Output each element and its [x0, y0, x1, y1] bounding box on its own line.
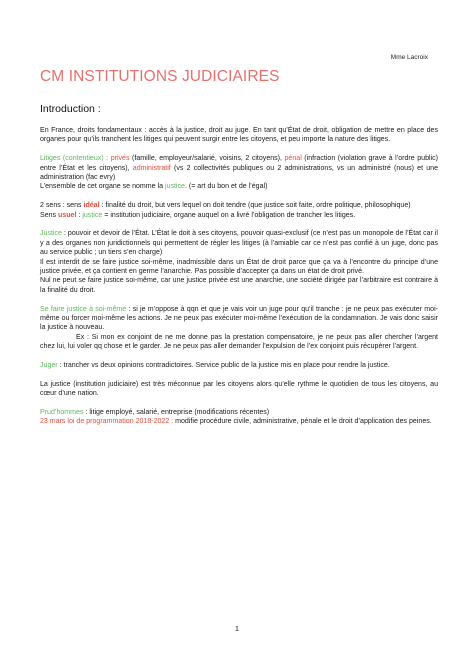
- paragraph-justice-soi-meme: Se faire justice à soi-même : si je m’oppose à qqn et que je vais voir un juge pour qu’il tranche : je ne peux pas exécuter moi-même ou forcer moi-même les actions. Je ne peux pas exécuter moi-même l’exécution de la condamnation. Je vais donc saisir la justice à nouveau. Ex : Si mon ex conjoint de ne me donne pas la prestation compensatoire, je ne peux pas aller chercher l’argent chez lui, lui voler qq chose et le garder. Je ne peux pas aller demander l’expulsion de l’ex conjoint puis récupérer l’argent.: [40, 305, 438, 351]
- term-prudhommes: Prud’hommes: [40, 409, 84, 417]
- document-body: [40, 103, 438, 436]
- term-litiges: Litiges (contentieux) :: [40, 155, 109, 163]
- term-administratif: administratif: [132, 164, 171, 172]
- term-justice-pouvoir: Justice: [40, 230, 62, 238]
- section-heading-introduction: Introduction :: [40, 103, 101, 115]
- term-usuel: usuel: [58, 211, 77, 219]
- page-number: 1: [234, 624, 240, 633]
- paragraph-justice-meconnue: La justice (institution judiciaire) est très méconnue par les citoyens alors qu’elle rythme le quotidien de tous les citoyens, au cœur d’une nation.: [40, 380, 438, 398]
- term-prives: privés: [110, 155, 130, 163]
- paragraph-deux-sens: 2 sens : sens idéal : finalité du droit, but vers lequel on doit tendre (que justice soit faite, ordre politique, philosophique) Sens usuel : justice = institution judiciaire, organe auquel on a livré l’obligation de trancher les litiges.: [40, 202, 411, 219]
- term-penal: pénal: [284, 155, 302, 163]
- term-ideal: idéal: [83, 202, 100, 210]
- author-name: Mme Lacroix: [390, 54, 428, 61]
- paragraph-juger: Juger : trancher vs deux opinions contradictoires. Service public de la justice mis en place pour rendre la justice.: [40, 362, 390, 370]
- paragraph-litiges: Litiges (contentieux) : privés (famille, employeur/salarié, voisins, 2 citoyens), pénal (infraction (violation grave à l’ordre public) entre l’État et les citoyens), administratif (vs 2 collectivités publiques ou 2 administrations, vs un administré (nous) et une administration (fac evry) L’ensemble de cet organe se nomme la justice. (= art du bon et de l’égal): [40, 155, 438, 191]
- document-title: CM INSTITUTIONS JUDICIAIRES: [40, 68, 280, 85]
- term-juger: Juger: [40, 362, 58, 370]
- paragraph-droits-fondamentaux: En France, droits fondamentaux : accès à la justice, droit au juge. En tant qu’État de droit, obligation de mettre en place des organes pour qu’ils tranchent les litiges qui peuvent surgir entre les citoyens, et peu importe la nature des litiges.: [40, 127, 438, 144]
- term-loi-programmation: 23 mars loi de programmation 2018-2022 :: [40, 418, 174, 426]
- paragraph-justice-pouvoir: Justice : pouvoir et devoir de l’État. L’État le doit à ses citoyens, pouvoir quasi-exclusif (ce n’est pas un monopole de l’État car il y a des organes non juridictionnels qui permettent de régler les litiges (à l’amiable car ce n’est pas confié à un juge, donc pas au service public ; un tiers s’en charge) Il est interdit de se faire justice soi-même, inadmissible dans un État de droit parce que ça va à l’encontre du principe d’une justice privée, et ça contient en germe l’anarchie. Pas possible d’accepter ça dans un état de droit privé. Nul ne peut se faire justice soi-même, car une justice privée est une anarchie, une société dirigée par l’arbitraire est contraire à la finalité du droit.: [40, 230, 438, 294]
- term-justice: justice: [164, 183, 185, 191]
- term-se-faire-justice: Se faire justice à soi-même: [40, 305, 127, 313]
- paragraph-prudhommes: Prud’hommes : litige employé, salarié, entreprise (modifications récentes) 23 mars loi de programmation 2018-2022 : modifie procédure civile, administrative, pénale et le droit d’application des peines.: [40, 409, 432, 426]
- term-justice-usuel: justice: [82, 211, 103, 219]
